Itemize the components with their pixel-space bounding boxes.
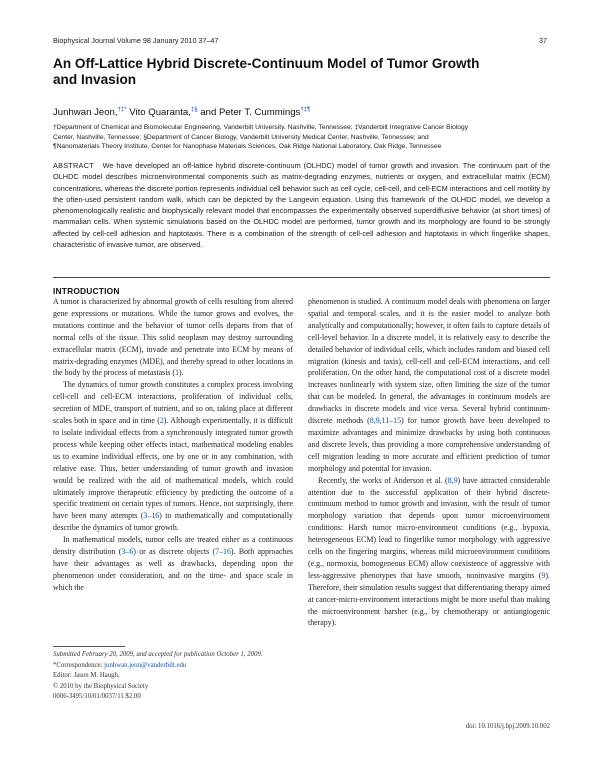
citation-link[interactable]: 2 [159, 416, 164, 426]
paragraph: phenomenon is studied. A continuum model deals with phenomena on larger spatial and temporal scales, and it is the easier model to analyze both analytically and computationally; however, it often fails to capture details of cell-level behavior. In a discrete model, it is relatively easy to describe the detailed behavior of individual cells, which includes random and biased cell migration (kinesis and taxis), cell-cell and cell-ECM interactions, and cell proliferation. On the other hand, the computational cost of a discrete model increases nonlinearly with system size, often limiting the size of the tumor that can be modeled. In general, the advantages in continuum models are drawbacks in discrete models and vice versa. Several hybrid continuum-discrete methods (8,9,11–15) for tumor growth have been developed to maximize advantages and minimize drawbacks by using both continuous and discrete levels, thus providing a more comprehensive understanding of cell migration leading to more accurate and efficient prediction of tumor morphology and potential for invasion. [308, 297, 550, 473]
author-2-affil-marks: ‡§ [190, 107, 198, 113]
citation-link[interactable]: 3–6 [121, 547, 134, 557]
page-number: 37 [539, 36, 547, 45]
footnote-divider [53, 646, 125, 647]
paragraph: A tumor is characterized by abnormal growth of cells resulting from altered gene expressions or mutations. While the tumor grows and evolves, the mutations continue and the behavior of tumor cells departs from that of normal cells of the tissue. This solid neoplasm may destroy surrounding extracellular matrix (ECM), invade and penetrate into ECM by means of matrix-degrading enzymes (MDE), and thereby spread to other locations in the body by the process of metastasis (1). [53, 297, 293, 378]
paragraph: The dynamics of tumor growth constitutes a complex process involving cell-cell and cell-ECM interactions, proliferation of individual cells, secretion of MDE, transport of nutrient, and so on, taking place at different scales both in space and in time (2). Although experimentally, it is difficult to isolate individual effects from a synchronously integrated tumor growth process while keeping other effects intact, mathematical modeling enables us to examine individual effects, one by one or in any combination, with relative ease. Thus, better understanding of tumor growth and invasion would be realized with the aid of mathematical models, which could ultimately improve therapeutic efficiency by predicting the outcome of a specific treatment on certain types of tumors. Hence, not surprisingly, there have been many attempts (3–16) to mathematically and computationally describe the dynamics of tumor growth. [53, 380, 294, 533]
email-link[interactable]: junhwan.jeon@vanderbilt.edu [104, 661, 187, 669]
author-list [53, 107, 310, 118]
affiliations [53, 123, 553, 152]
running-head [53, 36, 547, 45]
author-1-affil-marks: †‡* [117, 107, 127, 113]
journal-citation: Biophysical Journal Volume 98 January 2010 37–47 [53, 36, 219, 45]
abstract [53, 160, 550, 250]
correspondence: *Correspondence: junhwan.jeon@vanderbilt.edu [53, 661, 187, 669]
paragraph: In mathematical models, tumor cells are treated either as a continuous density distribution (3–6) or as discrete objects (7–16). Both approaches have their advantages as well as drawbacks, depending upon the phenomenon under consideration, and on the time- and space scale in which the [53, 535, 293, 592]
citation-link[interactable]: 7–16 [215, 547, 231, 557]
body-column-left [53, 296, 293, 594]
citation-link[interactable]: 8,9 [447, 475, 458, 485]
author-3-affil-marks: †‡¶ [300, 107, 311, 113]
affiliation-line-2: Center, Nashville, Tennessee; §Department of Cancer Biology, Vanderbilt University Medical Center, Nashville, Tennessee; and [53, 133, 429, 141]
citation-link[interactable]: 9 [541, 570, 546, 580]
submission-note: Submitted February 20, 2009, and accepted for publication October 1, 2009. [53, 651, 263, 658]
abstract-label: ABSTRACT [53, 161, 94, 170]
copyright: © 2010 by the Biophysical Society [53, 682, 149, 690]
author-1: Junhwan Jeon, [53, 107, 118, 118]
title-line-1: An Off-Lattice Hybrid Discrete-Continuum Model of Tumor Growth [53, 56, 480, 71]
article-title [53, 56, 523, 88]
issn: 0006-3495/10/01/0037/11 $2.00 [53, 693, 141, 701]
affiliation-line-1: †Department of Chemical and Biomolecular Engineering, Vanderbilt University, Nashville, Tennessee; ‡Vanderbilt Integrative Cancer Biology [53, 124, 469, 131]
abstract-text: We have developed an off-lattice hybrid discrete-continuum (OLHDC) model of tumor growth and invasion. The continuum part of the OLHDC model describes microenvironmental components such as matrix-degrading enzymes, nutrients or oxygen, and extracellular matrix (ECM) concentrations, whereas the discrete portion represents individual cell behavior such as cell cycle, cell-cell, and cell-ECM interactions and cell motility by the often-used persistent random walk, which can be depicted by the Langevin equation. Using this framework of the OLHDC model, we develop a phenomenologically realistic and biophysically relevant model that encompasses the experimentally observed superdiffusive behavior (at short times) of mammalian cells. When systemic simulations based on the OLHDC model are performed, tumor growth and its morphology are found to be strongly affected by cell-cell adhesion and haptotaxis. There is a combination of the strength of cell-cell adhesion and haptotaxis in which fingerlike shapes, characteristic of invasive tumor, are observed. [53, 161, 551, 250]
body-column-right [308, 296, 550, 629]
editor-note: Editor: Jason M. Haugh. [53, 672, 120, 680]
section-heading: INTRODUCTION [53, 286, 120, 296]
author-3: and Peter T. Cummings [197, 107, 301, 118]
citation-link[interactable]: 8,9,11–15 [369, 416, 402, 426]
affiliation-line-3: ¶Nanomaterials Theory Institute, Center for Nanophase Materials Sciences, Oak Ridge National Laboratory, Oak Ridge, Tennessee [53, 143, 442, 151]
paragraph: Recently, the works of Anderson et al. (8,9) have attracted considerable attention due to the successful application of their hybrid discrete-continuum method to tumor growth and invasion, with the result of tumor morphology variation that depends upon tumor microenvironment conditions: Harsh tumor micro-environment conditions (e.g., hypoxia, heterogeneous ECM) lead to fingerlike tumor morphology with aggressive cells on the fingering margins, whereas mild microenvironment conditions (e.g., normoxia, homogeneous ECM) allow coexistence of aggressive with less-aggressive phenotypes that have smooth, noninvasive margins (9). Therefore, their simulation results suggest that differentiating therapy aimed at cancer-micro-environment interactions might be more useful than making the microenvironment harsher (e.g., by chemotherapy or antiangiogenic therapy). [308, 475, 550, 628]
author-2: Vito Quaranta, [126, 107, 191, 118]
footnotes [53, 650, 298, 703]
doi[interactable]: doi: 10.1016/j.bpj.2009.10.002 [465, 723, 550, 730]
title-line-2: and Invasion [53, 72, 137, 87]
citation-link[interactable]: 1 [175, 368, 180, 378]
abstract-divider [53, 277, 550, 278]
citation-link[interactable]: 3–16 [143, 511, 160, 521]
